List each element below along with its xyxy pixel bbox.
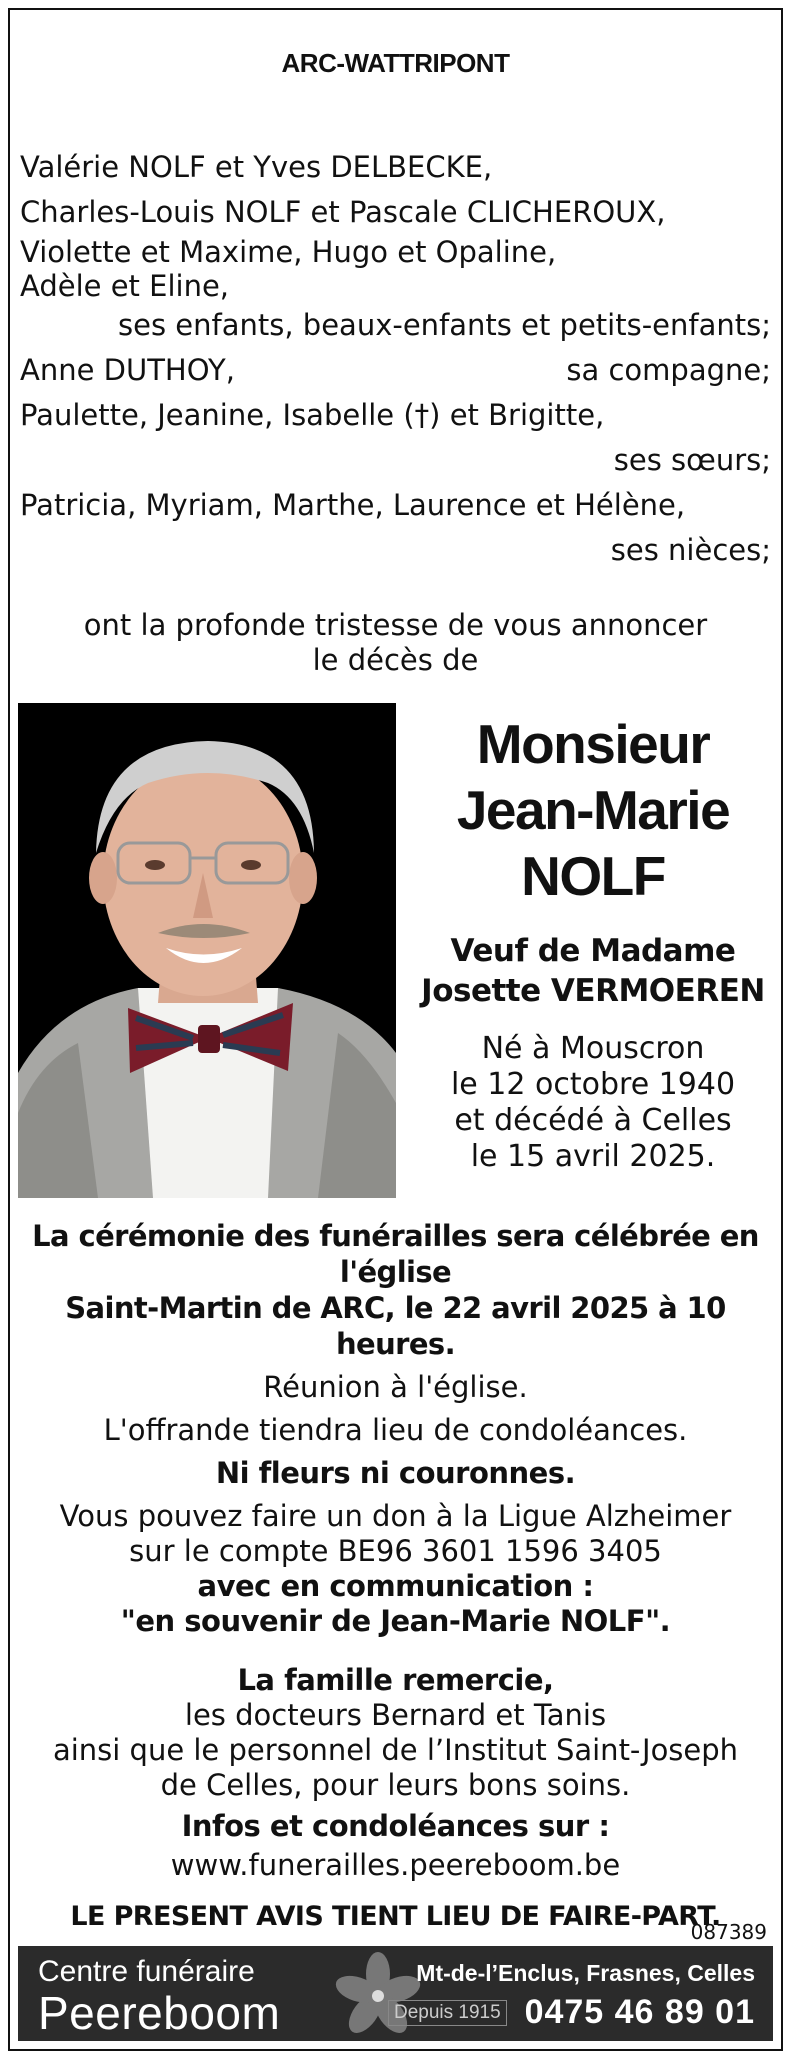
locality-heading: ARC-WATTRIPONT [281, 48, 510, 78]
deceased-name [408, 711, 778, 909]
birth-date: le 12 octobre 1940 [450, 1067, 736, 1102]
donation-reference: "en souvenir de Jean-Marie NOLF". [120, 1604, 671, 1638]
portrait-photo [18, 703, 396, 1198]
partner-name: Anne DUTHOY, [20, 353, 235, 387]
sisters-line: Paulette, Jeanine, Isabelle (†) et Brigitte, [20, 398, 605, 432]
info-block [10, 1809, 781, 1883]
family-line: Adèle et Eline, [20, 268, 230, 303]
funeral-locations: Mt-de-l’Enclus, Frasnes, Celles [416, 1960, 755, 1986]
announcement-line: le décès de [312, 643, 479, 677]
offering-note: L'offrande tiendra lieu de condoléances. [103, 1413, 688, 1447]
reference-number: 087389 [690, 1920, 767, 1944]
deceased-title: Monsieur [476, 713, 710, 775]
deceased-last-name: NOLF [521, 845, 665, 907]
funeral-contact [416, 1960, 755, 2032]
info-heading: Infos et condoléances sur : [181, 1809, 610, 1843]
donation-line: Vous pouvez faire un don à la Ligue Alzheimer [59, 1499, 732, 1533]
death-date: le 15 avril 2025. [470, 1139, 716, 1174]
life-dates [408, 1031, 778, 1175]
widow-note [408, 931, 778, 1011]
family-line: Valérie NOLF et Yves DELBECKE, [20, 150, 493, 184]
thanks-line: ainsi que le personnel de l’Institut Saint-Joseph [52, 1733, 739, 1767]
nieces-line: Patricia, Myriam, Marthe, Laurence et Hélène, [20, 488, 686, 522]
announcement [10, 608, 781, 678]
funeral-centre-label: Centre funéraire [38, 1955, 255, 1988]
funeral-brand: Peereboom [38, 1987, 281, 2039]
family-line: Charles-Louis NOLF et Pascale CLICHEROUX, [20, 195, 666, 229]
announcement-line: ont la profonde tristesse de vous annoncer [83, 608, 708, 642]
thanks-heading: La famille remercie, [237, 1663, 554, 1697]
sisters-role: ses sœurs; [613, 443, 771, 477]
thanks-line: les docteurs Bernard et Tanis [184, 1698, 607, 1732]
ceremony-line: Saint-Martin de ARC, le 22 avril 2025 à 10 heures. [65, 1291, 726, 1361]
partner-role: sa compagne; [566, 353, 771, 387]
funeral-home-name [38, 1956, 280, 2038]
widow-line: Josette VERMOEREN [421, 973, 765, 1009]
since-badge: Depuis 1915 [388, 2000, 507, 2026]
funeral-phone[interactable]: 0475 46 89 01 [524, 1993, 755, 2031]
ceremony-line: La cérémonie des funérailles sera célébrée en l'église [32, 1219, 759, 1289]
donation-line: avec en communication : [197, 1569, 594, 1603]
donation-block [10, 1499, 781, 1639]
family-line: Violette et Maxime, Hugo et Opaline, [20, 234, 557, 269]
info-url[interactable]: www.funerailles.peereboom.be [170, 1848, 621, 1882]
meeting-note: Réunion à l'église. [263, 1370, 528, 1404]
widow-line: Veuf de Madame [450, 933, 736, 969]
nieces-role: ses nièces; [610, 533, 771, 567]
ceremony-details [10, 1218, 781, 1934]
partner-line [20, 348, 771, 393]
obituary-notice [8, 8, 783, 2051]
family-list [20, 145, 771, 573]
thanks-line: de Celles, pour leurs bons soins. [160, 1768, 631, 1802]
children-role: ses enfants, beaux-enfants et petits-enfants; [118, 308, 771, 342]
funeral-home-banner [18, 1946, 773, 2041]
deceased-block [408, 703, 778, 1175]
portrait-illustration [18, 703, 396, 1198]
notice-line: LE PRESENT AVIS TIENT LIEU DE FAIRE-PART. [70, 1901, 721, 1932]
death-place: et décédé à Celles [454, 1103, 732, 1138]
deceased-first-name: Jean-Marie [456, 779, 730, 841]
thanks-block [10, 1663, 781, 1803]
no-flowers-note: Ni fleurs ni couronnes. [215, 1456, 576, 1490]
birth-place: Né à Mouscron [481, 1031, 705, 1066]
donation-account: sur le compte BE96 3601 1596 3405 [129, 1534, 662, 1568]
